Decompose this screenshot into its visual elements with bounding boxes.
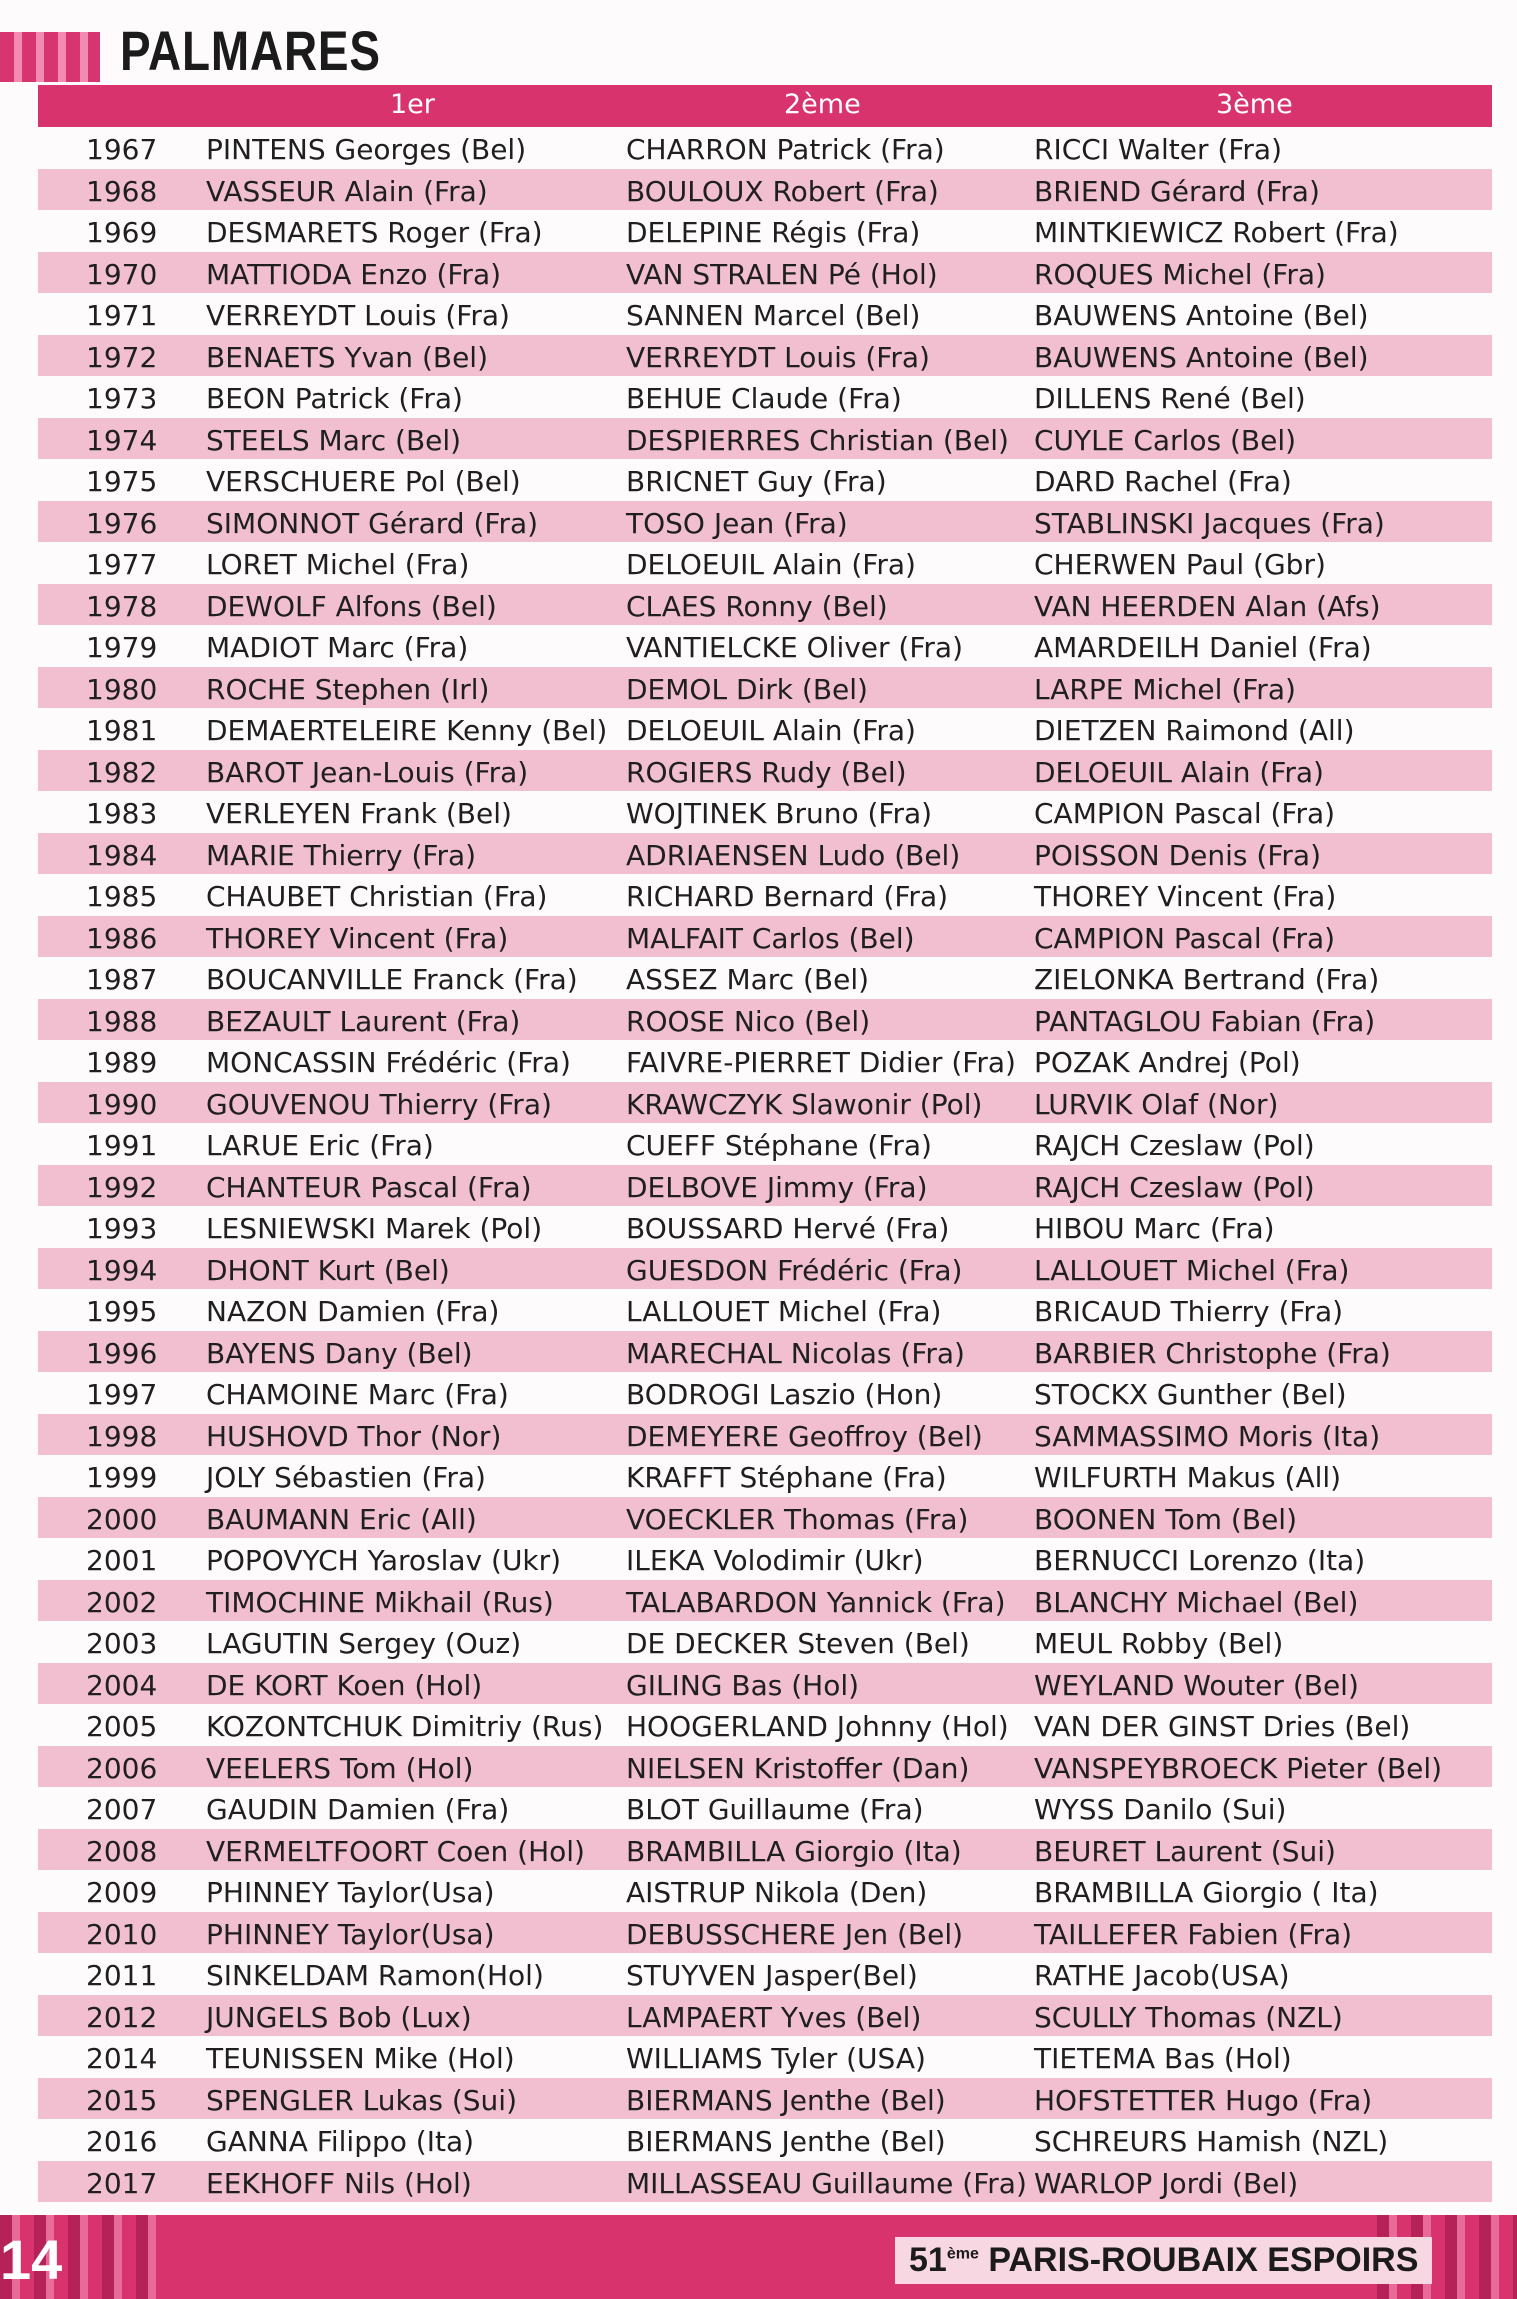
cell-second: TOSO Jean (Fra)	[626, 506, 848, 540]
cell-third: BOONEN Tom (Bel)	[1034, 1502, 1297, 1536]
table-row	[38, 916, 1492, 958]
cell-year: 1998	[86, 1419, 158, 1453]
table-row	[38, 1829, 1492, 1871]
cell-year: 1992	[86, 1170, 158, 1204]
cell-first: MATTIODA Enzo (Fra)	[206, 257, 502, 291]
table-row	[38, 293, 1492, 335]
cell-first: HUSHOVD Thor (Nor)	[206, 1419, 502, 1453]
cell-third: HIBOU Marc (Fra)	[1034, 1212, 1275, 1245]
cell-first: MADIOT Marc (Fra)	[206, 631, 469, 664]
table-row	[38, 2161, 1492, 2203]
table-row	[38, 335, 1492, 377]
cell-third: STABLINSKI Jacques (Fra)	[1034, 506, 1385, 540]
cell-second: GUESDON Frédéric (Fra)	[626, 1253, 963, 1287]
cell-first: SIMONNOT Gérard (Fra)	[206, 506, 539, 540]
cell-first: GANNA Filippo (Ita)	[206, 2125, 475, 2158]
cell-second: GILING Bas (Hol)	[626, 1668, 860, 1702]
cell-year: 2005	[86, 1710, 158, 1743]
cell-year: 2004	[86, 1668, 158, 1702]
table-row	[38, 1206, 1492, 1248]
cell-first: BAYENS Dany (Bel)	[206, 1336, 473, 1370]
table-row	[38, 1165, 1492, 1207]
cell-year: 1972	[86, 340, 158, 374]
header-third: 3ème	[1216, 89, 1293, 120]
cell-second: CUEFF Stéphane (Fra)	[626, 1129, 932, 1162]
cell-second: ILEKA Volodimir (Ukr)	[626, 1544, 924, 1577]
cell-first: VERLEYEN Frank (Bel)	[206, 797, 512, 830]
cell-first: CHAUBET Christian (Fra)	[206, 880, 548, 913]
cell-second: TALABARDON Yannick (Fra)	[626, 1585, 1006, 1619]
cell-first: STEELS Marc (Bel)	[206, 423, 462, 457]
cell-second: BRAMBILLA Giorgio (Ita)	[626, 1834, 962, 1868]
table-row	[38, 2078, 1492, 2120]
cell-year: 2009	[86, 1876, 158, 1909]
cell-third: LURVIK Olaf (Nor)	[1034, 1087, 1279, 1121]
cell-third: LALLOUET Michel (Fra)	[1034, 1253, 1350, 1287]
cell-first: VERMELTFOORT Coen (Hol)	[206, 1834, 585, 1868]
cell-year: 1980	[86, 672, 158, 706]
cell-third: TIETEMA Bas (Hol)	[1034, 2042, 1292, 2075]
cell-first: BAROT Jean-Louis (Fra)	[206, 755, 529, 789]
cell-second: DEBUSSCHERE Jen (Bel)	[626, 1917, 964, 1951]
table-row	[38, 1497, 1492, 1539]
table-header	[38, 85, 1492, 127]
cell-second: ROOSE Nico (Bel)	[626, 1004, 871, 1038]
table-row	[38, 376, 1492, 418]
cell-second: DEMEYERE Geoffroy (Bel)	[626, 1419, 983, 1453]
cell-year: 2001	[86, 1544, 158, 1577]
cell-first: MARIE Thierry (Fra)	[206, 838, 477, 872]
table-row	[38, 584, 1492, 626]
cell-year: 2010	[86, 1917, 158, 1951]
table-row	[38, 1870, 1492, 1912]
cell-second: ROGIERS Rudy (Bel)	[626, 755, 907, 789]
cell-second: LAMPAERT Yves (Bel)	[626, 2000, 922, 2034]
table-row	[38, 1455, 1492, 1497]
event-title	[895, 2237, 1432, 2284]
cell-year: 1981	[86, 714, 158, 747]
table-row	[38, 1248, 1492, 1290]
table-row	[38, 874, 1492, 916]
cell-second: DELEPINE Régis (Fra)	[626, 216, 921, 249]
cell-year: 1968	[86, 174, 158, 208]
cell-third: VAN HEERDEN Alan (Afs)	[1034, 589, 1381, 623]
cell-third: BAUWENS Antoine (Bel)	[1034, 340, 1369, 374]
cell-third: VANSPEYBROECK Pieter (Bel)	[1034, 1751, 1443, 1785]
cell-year: 1982	[86, 755, 158, 789]
cell-year: 2011	[86, 1959, 158, 1992]
cell-second: DELBOVE Jimmy (Fra)	[626, 1170, 928, 1204]
cell-first: BEZAULT Laurent (Fra)	[206, 1004, 521, 1038]
cell-third: DELOEUIL Alain (Fra)	[1034, 755, 1324, 789]
cell-year: 1978	[86, 589, 158, 623]
cell-first: GOUVENOU Thierry (Fra)	[206, 1087, 552, 1121]
cell-third: LARPE Michel (Fra)	[1034, 672, 1296, 706]
cell-third: HOFSTETTER Hugo (Fra)	[1034, 2083, 1373, 2117]
cell-third: MEUL Robby (Bel)	[1034, 1627, 1284, 1660]
table-row	[38, 1123, 1492, 1165]
cell-year: 2003	[86, 1627, 158, 1660]
cell-first: ROCHE Stephen (Irl)	[206, 672, 490, 706]
cell-first: SINKELDAM Ramon(Hol)	[206, 1959, 544, 1992]
table-row	[38, 1082, 1492, 1124]
table-row	[38, 957, 1492, 999]
table-row	[38, 625, 1492, 667]
cell-first: BOUCANVILLE Franck (Fra)	[206, 963, 578, 996]
cell-first: PINTENS Georges (Bel)	[206, 133, 527, 166]
cell-year: 1973	[86, 382, 158, 415]
cell-year: 1984	[86, 838, 158, 872]
page-number: 14	[0, 2228, 63, 2291]
cell-second: DELOEUIL Alain (Fra)	[626, 548, 916, 581]
cell-second: VANTIELCKE Oliver (Fra)	[626, 631, 964, 664]
cell-first: LESNIEWSKI Marek (Pol)	[206, 1212, 543, 1245]
cell-third: RICCI Walter (Fra)	[1034, 133, 1283, 166]
cell-first: LARUE Eric (Fra)	[206, 1129, 434, 1162]
cell-first: SPENGLER Lukas (Sui)	[206, 2083, 518, 2117]
cell-year: 1967	[86, 133, 158, 166]
table-row	[38, 169, 1492, 211]
cell-second: ADRIAENSEN Ludo (Bel)	[626, 838, 961, 872]
table-row	[38, 791, 1492, 833]
cell-third: DARD Rachel (Fra)	[1034, 465, 1292, 498]
cell-second: AISTRUP Nikola (Den)	[626, 1876, 928, 1909]
cell-second: VERREYDT Louis (Fra)	[626, 340, 930, 374]
cell-second: BEHUE Claude (Fra)	[626, 382, 902, 415]
cell-third: VAN DER GINST Dries (Bel)	[1034, 1710, 1411, 1743]
table-row	[38, 1289, 1492, 1331]
cell-third: WILFURTH Makus (All)	[1034, 1461, 1342, 1494]
cell-third: AMARDEILH Daniel (Fra)	[1034, 631, 1372, 664]
table-row	[38, 999, 1492, 1041]
event-number: 51	[909, 2241, 947, 2279]
cell-year: 1985	[86, 880, 158, 913]
cell-second: DESPIERRES Christian (Bel)	[626, 423, 1009, 457]
cell-third: PANTAGLOU Fabian (Fra)	[1034, 1004, 1376, 1038]
cell-third: BARBIER Christophe (Fra)	[1034, 1336, 1391, 1370]
cell-second: NIELSEN Kristoffer (Dan)	[626, 1751, 970, 1785]
table-row	[38, 418, 1492, 460]
cell-second: ASSEZ Marc (Bel)	[626, 963, 870, 996]
cell-first: LORET Michel (Fra)	[206, 548, 470, 581]
page-footer	[0, 2215, 1517, 2299]
cell-year: 1986	[86, 921, 158, 955]
cell-first: JUNGELS Bob (Lux)	[206, 2000, 472, 2034]
cell-second: BODROGI Laszio (Hon)	[626, 1378, 943, 1411]
cell-year: 2002	[86, 1585, 158, 1619]
cell-third: WEYLAND Wouter (Bel)	[1034, 1668, 1359, 1702]
cell-year: 1975	[86, 465, 158, 498]
cell-year: 1979	[86, 631, 158, 664]
cell-third: THOREY Vincent (Fra)	[1034, 880, 1337, 913]
cell-first: VERSCHUERE Pol (Bel)	[206, 465, 521, 498]
cell-second: LALLOUET Michel (Fra)	[626, 1295, 942, 1328]
cell-year: 1983	[86, 797, 158, 830]
table-row	[38, 1704, 1492, 1746]
cell-first: GAUDIN Damien (Fra)	[206, 1793, 510, 1826]
cell-third: ROQUES Michel (Fra)	[1034, 257, 1326, 291]
cell-year: 1974	[86, 423, 158, 457]
table-row	[38, 750, 1492, 792]
cell-second: MARECHAL Nicolas (Fra)	[626, 1336, 965, 1370]
table-row	[38, 459, 1492, 501]
table-row	[38, 708, 1492, 750]
cell-first: CHAMOINE Marc (Fra)	[206, 1378, 509, 1411]
cell-third: CUYLE Carlos (Bel)	[1034, 423, 1297, 457]
table-row	[38, 1953, 1492, 1995]
table-row	[38, 1372, 1492, 1414]
cell-first: TEUNISSEN Mike (Hol)	[206, 2042, 515, 2075]
cell-first: DESMARETS Roger (Fra)	[206, 216, 543, 249]
cell-year: 2012	[86, 2000, 158, 2034]
cell-second: SANNEN Marcel (Bel)	[626, 299, 921, 332]
page-header	[0, 18, 1517, 80]
cell-second: FAIVRE-PIERRET Didier (Fra)	[626, 1046, 1016, 1079]
cell-second: BIERMANS Jenthe (Bel)	[626, 2125, 946, 2158]
cell-third: SCULLY Thomas (NZL)	[1034, 2000, 1343, 2034]
cell-third: BRAMBILLA Giorgio ( Ita)	[1034, 1876, 1379, 1909]
cell-first: DHONT Kurt (Bel)	[206, 1253, 450, 1287]
cell-third: SCHREURS Hamish (NZL)	[1034, 2125, 1389, 2158]
palmares-table	[38, 85, 1492, 2202]
table-row	[38, 1912, 1492, 1954]
table-row	[38, 2036, 1492, 2078]
cell-year: 1997	[86, 1378, 158, 1411]
cell-year: 2015	[86, 2083, 158, 2117]
cell-third: DIETZEN Raimond (All)	[1034, 714, 1355, 747]
table-row	[38, 542, 1492, 584]
cell-third: RATHE Jacob(USA)	[1034, 1959, 1290, 1992]
cell-third: RAJCH Czeslaw (Pol)	[1034, 1170, 1315, 1204]
cell-first: BENAETS Yvan (Bel)	[206, 340, 489, 374]
cell-year: 1996	[86, 1336, 158, 1370]
cell-second: VOECKLER Thomas (Fra)	[626, 1502, 969, 1536]
table-row	[38, 1995, 1492, 2037]
cell-second: WILLIAMS Tyler (USA)	[626, 2042, 926, 2075]
cell-second: WOJTINEK Bruno (Fra)	[626, 797, 933, 830]
cell-first: POPOVYCH Yaroslav (Ukr)	[206, 1544, 562, 1577]
cell-year: 1999	[86, 1461, 158, 1494]
cell-second: HOOGERLAND Johnny (Hol)	[626, 1710, 1009, 1743]
cell-first: VERREYDT Louis (Fra)	[206, 299, 510, 332]
cell-third: POISSON Denis (Fra)	[1034, 838, 1321, 872]
cell-third: MINTKIEWICZ Robert (Fra)	[1034, 216, 1399, 249]
cell-second: BRICNET Guy (Fra)	[626, 465, 887, 498]
cell-year: 2007	[86, 1793, 158, 1826]
cell-year: 1990	[86, 1087, 158, 1121]
cell-year: 1977	[86, 548, 158, 581]
cell-first: CHANTEUR Pascal (Fra)	[206, 1170, 532, 1204]
cell-second: CLAES Ronny (Bel)	[626, 589, 888, 623]
cell-third: RAJCH Czeslaw (Pol)	[1034, 1129, 1315, 1162]
cell-third: TAILLEFER Fabien (Fra)	[1034, 1917, 1353, 1951]
cell-second: RICHARD Bernard (Fra)	[626, 880, 949, 913]
cell-third: BRICAUD Thierry (Fra)	[1034, 1295, 1344, 1328]
cell-year: 1993	[86, 1212, 158, 1245]
cell-third: SAMMASSIMO Moris (Ita)	[1034, 1419, 1381, 1453]
cell-year: 1994	[86, 1253, 158, 1287]
cell-third: BEURET Laurent (Sui)	[1034, 1834, 1336, 1868]
cell-second: BLOT Guillaume (Fra)	[626, 1793, 924, 1826]
cell-year: 2017	[86, 2166, 158, 2200]
table-row	[38, 1040, 1492, 1082]
table-row	[38, 501, 1492, 543]
table-row	[38, 1621, 1492, 1663]
header-first: 1er	[390, 89, 435, 120]
cell-first: TIMOCHINE Mikhail (Rus)	[206, 1585, 554, 1619]
cell-second: VAN STRALEN Pé (Hol)	[626, 257, 938, 291]
table-row	[38, 1787, 1492, 1829]
cell-year: 2016	[86, 2125, 158, 2158]
cell-first: THOREY Vincent (Fra)	[206, 921, 509, 955]
cell-second: MILLASSEAU Guillaume (Fra)	[626, 2166, 1027, 2200]
table-row	[38, 2119, 1492, 2161]
cell-first: VASSEUR Alain (Fra)	[206, 174, 488, 208]
cell-first: DEMAERTELEIRE Kenny (Bel)	[206, 714, 608, 747]
cell-first: EEKHOFF Nils (Hol)	[206, 2166, 472, 2200]
table-row	[38, 667, 1492, 709]
cell-first: NAZON Damien (Fra)	[206, 1295, 500, 1328]
cell-first: DEWOLF Alfons (Bel)	[206, 589, 497, 623]
table-row	[38, 1746, 1492, 1788]
cell-third: BLANCHY Michael (Bel)	[1034, 1585, 1359, 1619]
cell-year: 1991	[86, 1129, 158, 1162]
cell-third: WARLOP Jordi (Bel)	[1034, 2166, 1299, 2200]
cell-third: CAMPION Pascal (Fra)	[1034, 921, 1336, 955]
cell-first: PHINNEY Taylor(Usa)	[206, 1917, 495, 1951]
table-row	[38, 1414, 1492, 1456]
cell-second: DELOEUIL Alain (Fra)	[626, 714, 916, 747]
cell-first: KOZONTCHUK Dimitriy (Rus)	[206, 1710, 604, 1743]
cell-year: 2014	[86, 2042, 158, 2075]
cell-third: BAUWENS Antoine (Bel)	[1034, 299, 1369, 332]
title-stripe-decoration	[0, 32, 100, 82]
table-row	[38, 127, 1492, 169]
cell-year: 1987	[86, 963, 158, 996]
event-name: PARIS-ROUBAIX ESPOIRS	[988, 2241, 1419, 2279]
cell-second: DEMOL Dirk (Bel)	[626, 672, 868, 706]
cell-year: 1995	[86, 1295, 158, 1328]
cell-third: BRIEND Gérard (Fra)	[1034, 174, 1320, 208]
cell-first: LAGUTIN Sergey (Ouz)	[206, 1627, 522, 1660]
cell-second: KRAWCZYK Slawonir (Pol)	[626, 1087, 983, 1121]
table-row	[38, 252, 1492, 294]
cell-second: BOUSSARD Hervé (Fra)	[626, 1212, 950, 1245]
cell-year: 1969	[86, 216, 158, 249]
cell-third: STOCKX Gunther (Bel)	[1034, 1378, 1347, 1411]
cell-third: WYSS Danilo (Sui)	[1034, 1793, 1287, 1826]
cell-year: 1971	[86, 299, 158, 332]
table-row	[38, 1580, 1492, 1622]
cell-year: 2008	[86, 1834, 158, 1868]
cell-second: BIERMANS Jenthe (Bel)	[626, 2083, 946, 2117]
cell-second: BOULOUX Robert (Fra)	[626, 174, 939, 208]
cell-year: 1976	[86, 506, 158, 540]
cell-year: 1970	[86, 257, 158, 291]
cell-year: 1988	[86, 1004, 158, 1038]
table-body	[38, 127, 1492, 2202]
table-row	[38, 1538, 1492, 1580]
cell-first: MONCASSIN Frédéric (Fra)	[206, 1046, 571, 1079]
cell-first: PHINNEY Taylor(Usa)	[206, 1876, 495, 1909]
cell-third: CHERWEN Paul (Gbr)	[1034, 548, 1326, 581]
cell-third: BERNUCCI Lorenzo (Ita)	[1034, 1544, 1366, 1577]
table-row	[38, 833, 1492, 875]
table-row	[38, 1331, 1492, 1373]
cell-year: 2000	[86, 1502, 158, 1536]
cell-first: VEELERS Tom (Hol)	[206, 1751, 474, 1785]
cell-third: DILLENS René (Bel)	[1034, 382, 1306, 415]
cell-third: POZAK Andrej (Pol)	[1034, 1046, 1301, 1079]
cell-first: DE KORT Koen (Hol)	[206, 1668, 483, 1702]
table-row	[38, 210, 1492, 252]
cell-third: ZIELONKA Bertrand (Fra)	[1034, 963, 1380, 996]
cell-first: BEON Patrick (Fra)	[206, 382, 463, 415]
cell-year: 1989	[86, 1046, 158, 1079]
cell-year: 2006	[86, 1751, 158, 1785]
table-row	[38, 1663, 1492, 1705]
event-number-suffix: ème	[946, 2245, 979, 2263]
cell-second: STUYVEN Jasper(Bel)	[626, 1959, 918, 1992]
header-second: 2ème	[784, 89, 861, 120]
cell-first: BAUMANN Eric (All)	[206, 1502, 477, 1536]
cell-second: KRAFFT Stéphane (Fra)	[626, 1461, 947, 1494]
cell-second: MALFAIT Carlos (Bel)	[626, 921, 915, 955]
cell-third: CAMPION Pascal (Fra)	[1034, 797, 1336, 830]
cell-second: DE DECKER Steven (Bel)	[626, 1627, 970, 1660]
cell-first: JOLY Sébastien (Fra)	[206, 1461, 486, 1494]
page-title: PALMARES	[120, 19, 381, 82]
cell-second: CHARRON Patrick (Fra)	[626, 133, 945, 166]
